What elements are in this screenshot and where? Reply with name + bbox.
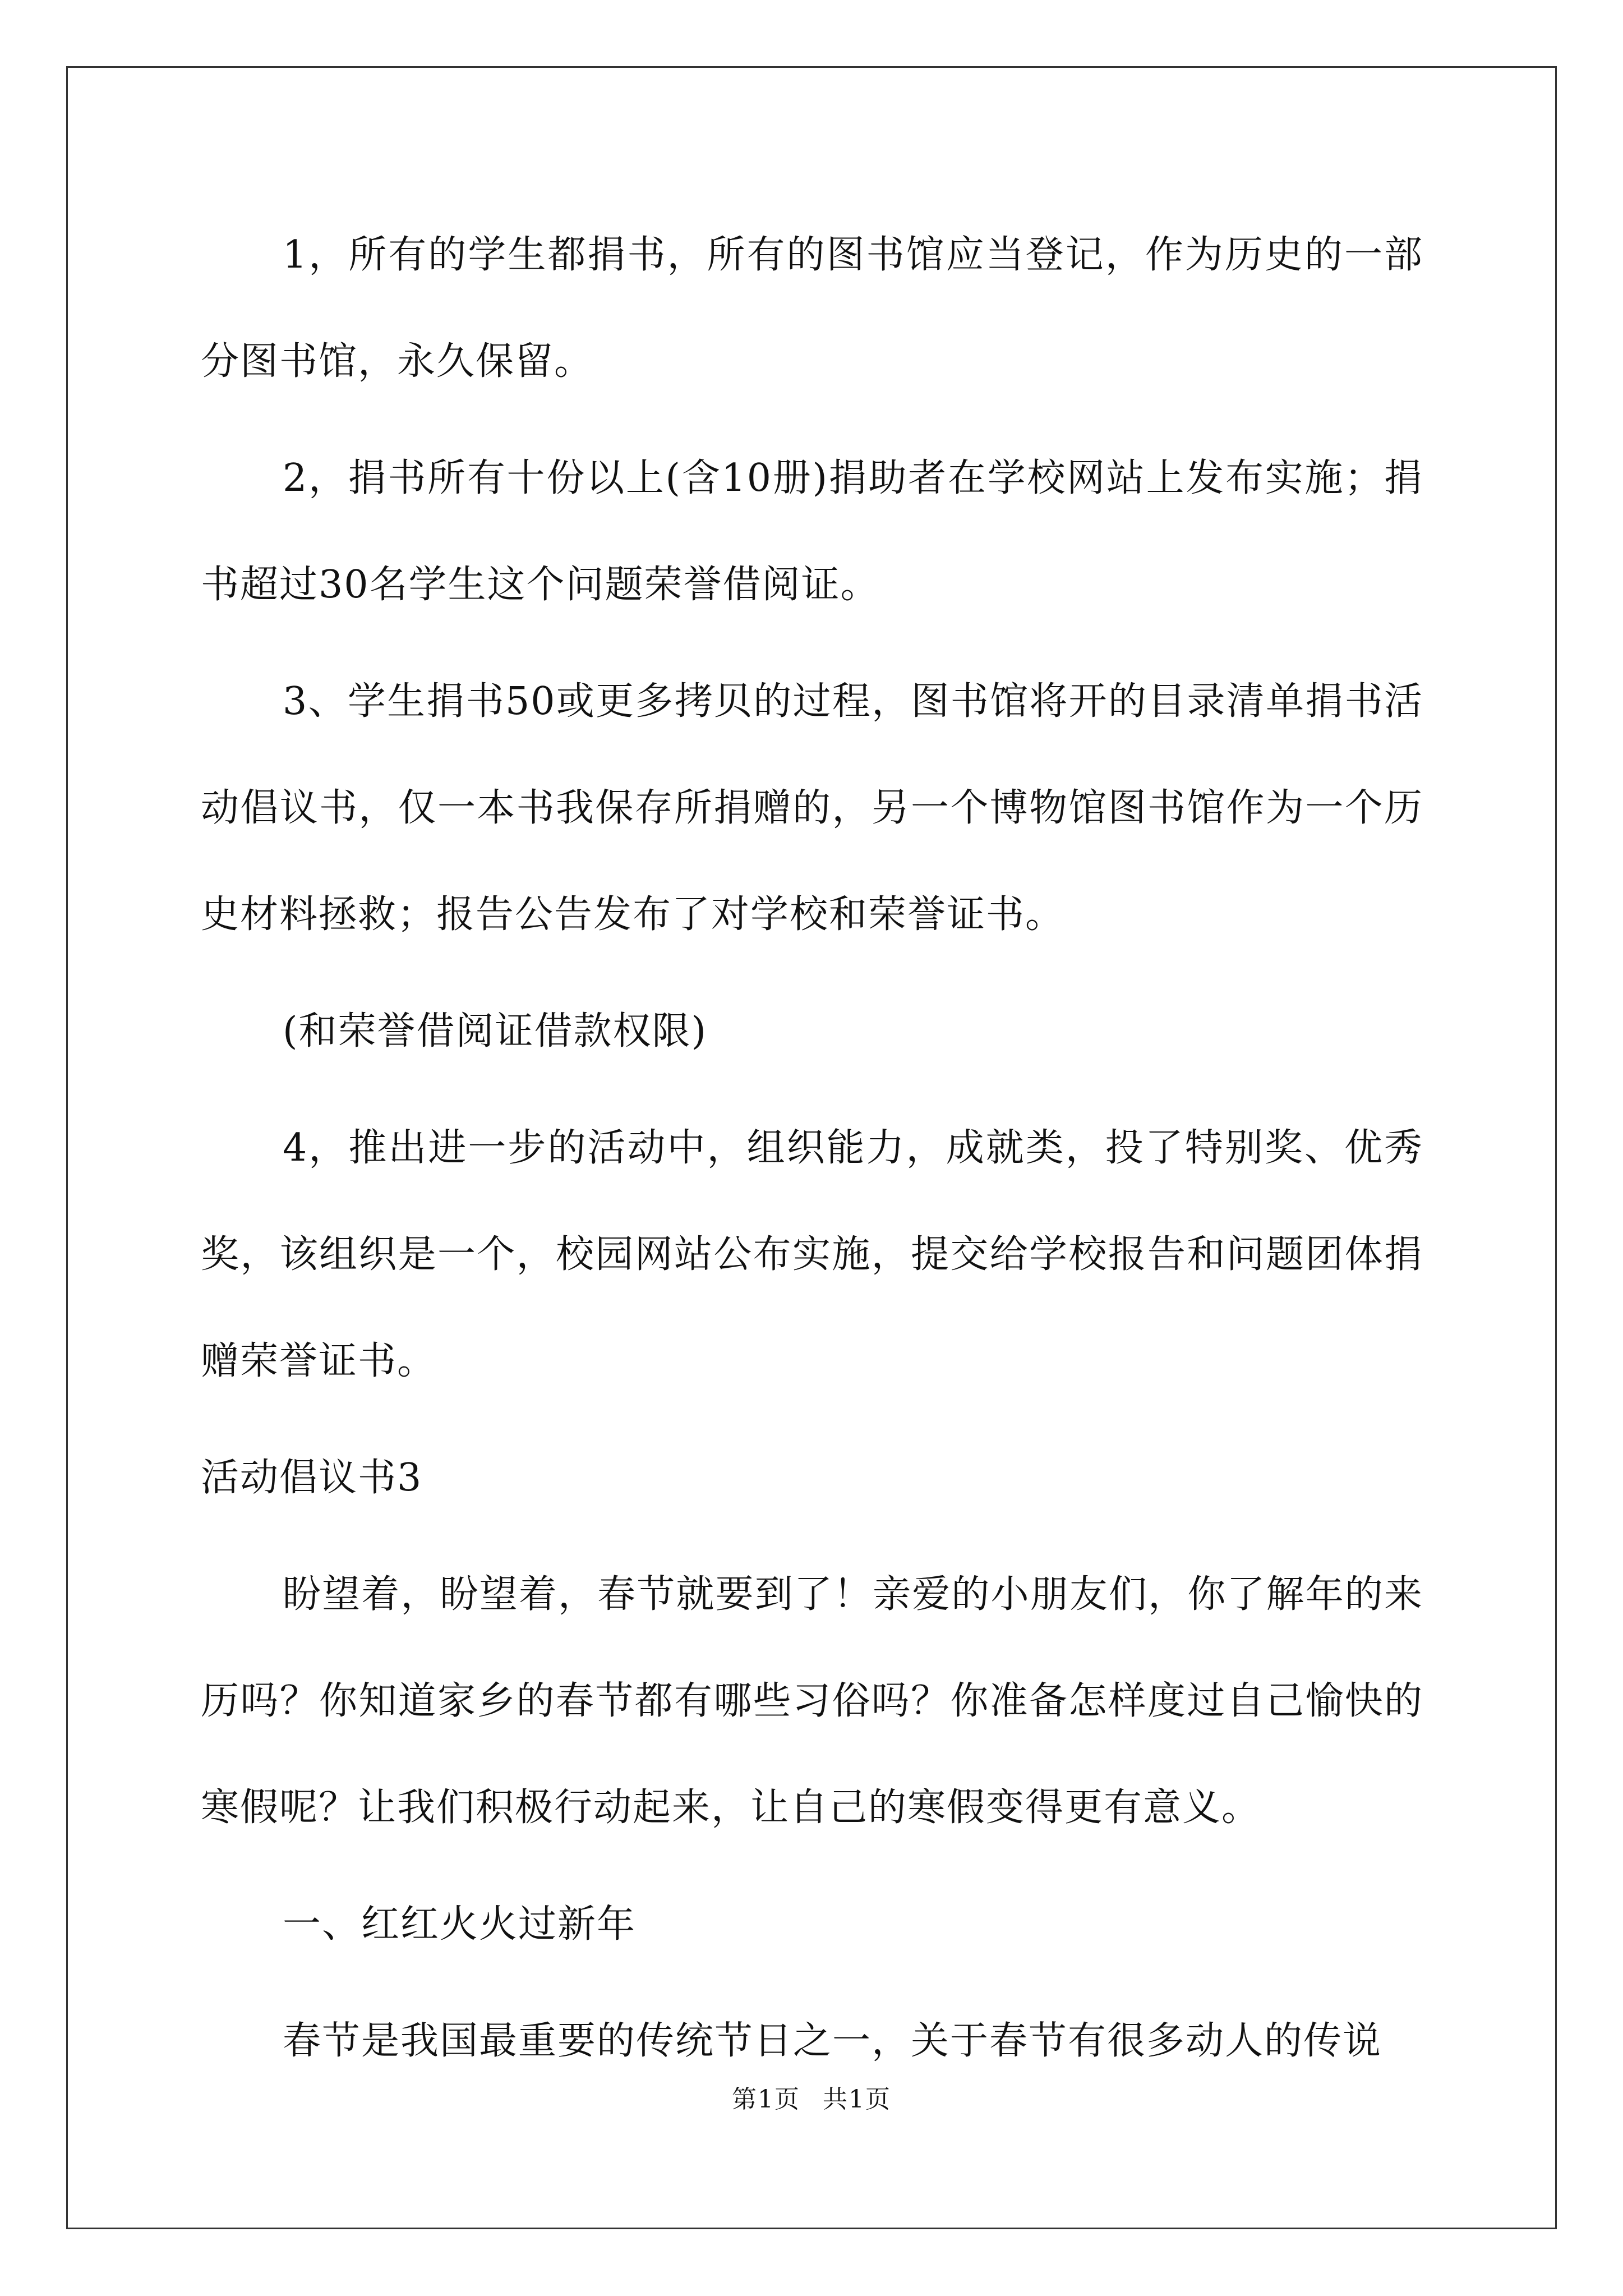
paragraph-spring-festival: 春节是我国最重要的传统节日之一，关于春节有很多动人的传说 bbox=[283, 2019, 1382, 2063]
paragraph-intro: 盼望着，盼望着，春节就要到了！亲爱的小朋友们，你了解年的来历吗？你知道家乡的春节都有哪些习俗吗？你准备怎样度过自己愉快的寒假呢？让我们积极行动起来，让自己的寒假变得更有意义。 bbox=[201, 1572, 1423, 1830]
paragraph-3: 3、学生捐书50或更多拷贝的过程，图书馆将开的目录清单捐书活动倡议书，仅一本书我保存所捐赠的，另一个博物馆图书馆作为一个历史材料拯救；报告公告发布了对学校和荣誉证书。 bbox=[201, 679, 1423, 937]
paragraph-1: 1，所有的学生都捐书，所有的图书馆应当登记，作为历史的一部分图书馆，永久保留。 bbox=[201, 233, 1423, 384]
paragraph-2: 2，捐书所有十份以上(含10册)捐助者在学校网站上发布实施；捐书超过30名学生这个问题荣誉借阅证。 bbox=[201, 456, 1423, 607]
section-heading: 活动倡议书3 bbox=[201, 1456, 423, 1500]
page-number: 第1页 bbox=[732, 2085, 800, 2114]
paragraph-4: 4，推出进一步的活动中，组织能力，成就类，投了特别奖、优秀奖，该组织是一个，校园网站公布实施，提交给学校报告和问题团体捐赠荣誉证书。 bbox=[201, 1126, 1423, 1383]
paragraph-note: (和荣誉借阅证借款权限) bbox=[283, 1009, 708, 1053]
subheading-new-year: 一、红红火火过新年 bbox=[283, 1902, 637, 1947]
document-body bbox=[201, 202, 1423, 2105]
page-footer bbox=[0, 2079, 1623, 2115]
page-total: 共1页 bbox=[823, 2085, 891, 2114]
